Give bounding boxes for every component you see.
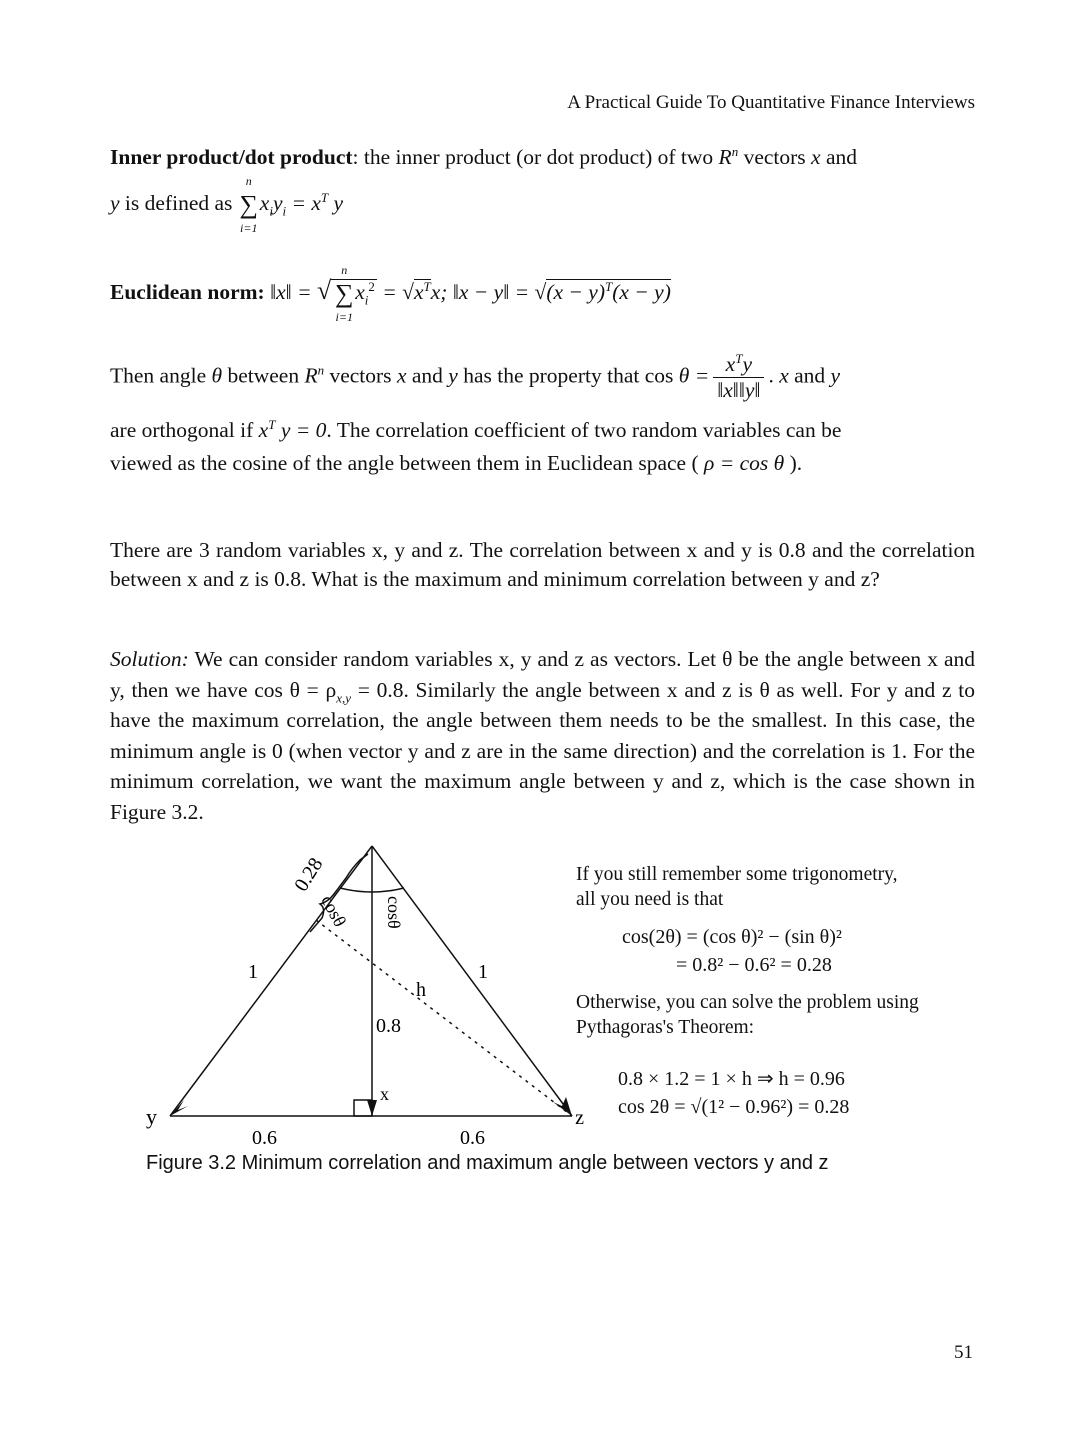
label-cos-theta-vert: cosθ [384, 896, 404, 929]
euclidean-norm-line: Euclidean norm: ‖x‖ = √ n ∑ i=1 $x_i^2 = √x^Tx$; ‖x − y‖ = $√(x - y)^T(x - y)$ [110, 263, 671, 325]
label-y: y [146, 1104, 157, 1129]
trig-eq-2: = 0.8² − 0.6² = 0.28 [676, 954, 832, 976]
running-header: A Practical Guide To Quantitative Finance Interviews [567, 92, 975, 113]
inner-product-line-1: Inner product/dot product: the inner product (or dot product) of two $R^n$ vectors x and [110, 143, 857, 169]
label-06-right: 0.6 [460, 1127, 485, 1149]
solution-label: Solution: [110, 647, 189, 671]
inner-product-term: Inner product/dot product [110, 145, 353, 169]
label-1-left: 1 [248, 961, 258, 983]
label-08: 0.8 [376, 1015, 401, 1037]
problem-statement: There are 3 random variables x, y and z. The correlation between x and y is 0.8 and the correlation between x and z is 0.8. What is the maximum and minimum correlation between y and z? [110, 538, 975, 591]
pyth-eq-2: cos 2θ = √(1² − 0.96²) = 0.28 [618, 1096, 850, 1118]
label-z: z [575, 1107, 584, 1129]
label-h: h [416, 979, 426, 1001]
side-text-trig: If you still remember some trigonometry, all you need is that [576, 864, 898, 910]
label-06-left: 0.6 [252, 1127, 277, 1149]
side-text-pythagoras: Otherwise, you can solve the problem using Pythagoras's Theorem: [576, 992, 919, 1038]
cosine-fraction: $\frac{x^Ty}{‖x‖‖y‖}$ [713, 352, 764, 403]
label-x: x [380, 1084, 389, 1104]
page-number: 51 [954, 1342, 973, 1363]
correlation-cosine-line: viewed as the cosine of the angle between them in Euclidean space ( ρ = cos θ ). [110, 451, 803, 475]
orthogonal-line: are orthogonal if $x^T$ y = 0. The correlation coefficient of two random variables can be [110, 416, 842, 442]
pyth-eq-1: 0.8 × 1.2 = 1 × h ⇒ h = 0.96 [618, 1068, 845, 1090]
inner-product-line-2: y is defined as n ∑ i=1 $x_iy_i = x^T$ y [110, 174, 344, 235]
trig-eq-1: cos(2θ) = (cos θ)² − (sin θ)² [622, 926, 842, 948]
angle-line: Then angle θ between $R^n$ vectors x and y has the property that cos θ = $\frac{x^Ty}{‖x‖‖y‖}$ . x and y [110, 350, 841, 402]
triangle-figure [140, 838, 584, 1150]
euclidean-norm-term: Euclidean norm [110, 280, 258, 304]
label-1-right: 1 [478, 961, 488, 983]
solution-paragraph: Solution: We can consider random variables x, y and z as vectors. Let θ be the angle between x and y, then we have $\cos \theta = \rho_{x,y} = 0.8$. Similarly the angle between x and z is θ as well. For y and z to have the maximum correlation, the angle between them needs to be the smallest. In this case, the minimum angle is 0 (when vector y and z are in the same direction) and the correlation is 1. For the minimum correlation, we want the maximum angle between y and z, which is the case shown in Figure 3.2. [110, 647, 975, 824]
label-cos-theta-slant: cosθ [317, 891, 351, 930]
summation-symbol: n ∑ i=1 [239, 174, 259, 235]
figure-caption: Figure 3.2 Minimum correlation and maximum angle between vectors y and z [146, 1152, 829, 1174]
label-028: 0.28 [290, 854, 328, 896]
